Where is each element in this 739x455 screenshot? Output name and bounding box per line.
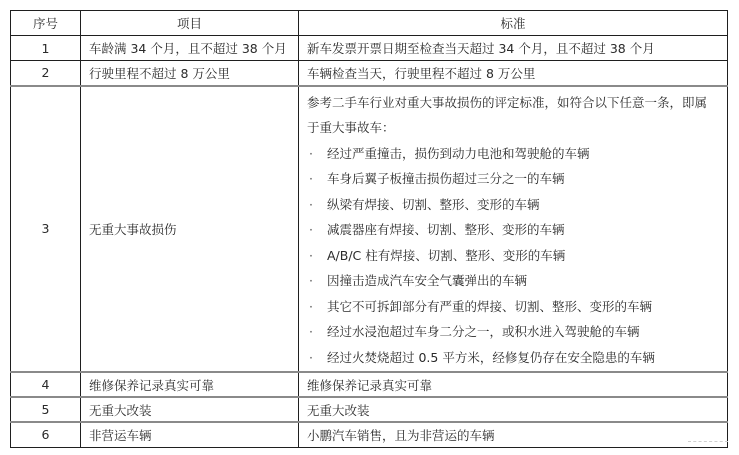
watermark-fragment: [688, 441, 728, 445]
row-standard: 车辆检查当天，行驶里程不超过 8 万公里: [299, 61, 728, 86]
standard-intro-line-1: 参考二手车行业对重大事故损伤的评定标准，如符合以下任意一条，即属: [307, 94, 708, 110]
row-standard: [299, 86, 728, 373]
list-item: [307, 166, 719, 192]
table-row: [11, 61, 728, 86]
row-number: 2: [11, 61, 81, 86]
standard-intro: [307, 88, 719, 141]
bullet-icon: ·: [309, 247, 313, 263]
table-row: [11, 86, 728, 373]
list-item: [307, 268, 719, 294]
header-number: 序号: [11, 11, 81, 36]
list-item: [307, 345, 719, 371]
list-item-text: A/B/C 柱有焊接、切割、整形、变形的车辆: [327, 247, 566, 263]
table-row: [11, 36, 728, 61]
bullet-icon: ·: [309, 196, 313, 212]
bullet-icon: ·: [309, 298, 313, 314]
table-row: [11, 372, 728, 397]
list-item-text: 经过水浸泡超过车身二分之一，或积水进入驾驶舱的车辆: [327, 324, 640, 339]
row-item: 车龄满 34 个月，且不超过 38 个月: [81, 36, 299, 61]
list-item-text: 减震器座有焊接、切割、整形、变形的车辆: [327, 222, 565, 237]
row-number: 1: [11, 36, 81, 61]
table-row: [11, 397, 728, 422]
list-item-text: 因撞击造成汽车安全气囊弹出的车辆: [327, 273, 528, 288]
list-item-text: 纵梁有焊接、切割、整形、变形的车辆: [327, 196, 540, 212]
list-item: [307, 192, 719, 218]
bullet-icon: ·: [309, 171, 313, 186]
list-item: [307, 217, 719, 243]
table-header-row: [11, 11, 728, 36]
row-number: 5: [11, 397, 81, 422]
row-item: 无重大事故损伤: [81, 86, 299, 373]
list-item-text: 经过严重撞击，损伤到动力电池和驾驶舱的车辆: [327, 145, 590, 161]
row-number: 4: [11, 372, 81, 397]
bullet-icon: ·: [309, 273, 313, 288]
list-item-text: 经过火焚烧超过 0.5 平方米，经修复仍存在安全隐患的车辆: [327, 349, 655, 365]
row-number: 6: [11, 422, 81, 447]
bullet-icon: ·: [309, 349, 313, 365]
bullet-icon: ·: [309, 324, 313, 339]
header-item: 项目: [81, 11, 299, 36]
list-item-text: 其它不可拆卸部分有严重的焊接、切割、整形、变形的车辆: [327, 298, 653, 314]
header-standard: 标准: [299, 11, 728, 36]
list-item-text: 车身后翼子板撞击损伤超过三分之一的车辆: [327, 171, 565, 186]
row-item: 无重大改装: [81, 397, 299, 422]
row-standard: 维修保养记录真实可靠: [299, 372, 728, 397]
row-number: 3: [11, 86, 81, 373]
bullet-icon: ·: [309, 222, 313, 237]
list-item: [307, 319, 719, 345]
list-item: [307, 294, 719, 320]
row-standard: 小鹏汽车销售，且为非营运的车辆: [299, 422, 728, 447]
bullet-icon: ·: [309, 145, 313, 161]
row-item: 非营运车辆: [81, 422, 299, 447]
list-item: [307, 243, 719, 269]
row-standard: 新车发票开票日期至检查当天超过 34 个月，且不超过 38 个月: [299, 36, 728, 61]
row-item: 行驶里程不超过 8 万公里: [81, 61, 299, 86]
criteria-table: [10, 10, 728, 448]
row-standard: 无重大改装: [299, 397, 728, 422]
list-item: [307, 141, 719, 167]
standard-intro-line-2: 于重大事故车：: [307, 120, 395, 135]
table-row: [11, 422, 728, 447]
row-item: 维修保养记录真实可靠: [81, 372, 299, 397]
